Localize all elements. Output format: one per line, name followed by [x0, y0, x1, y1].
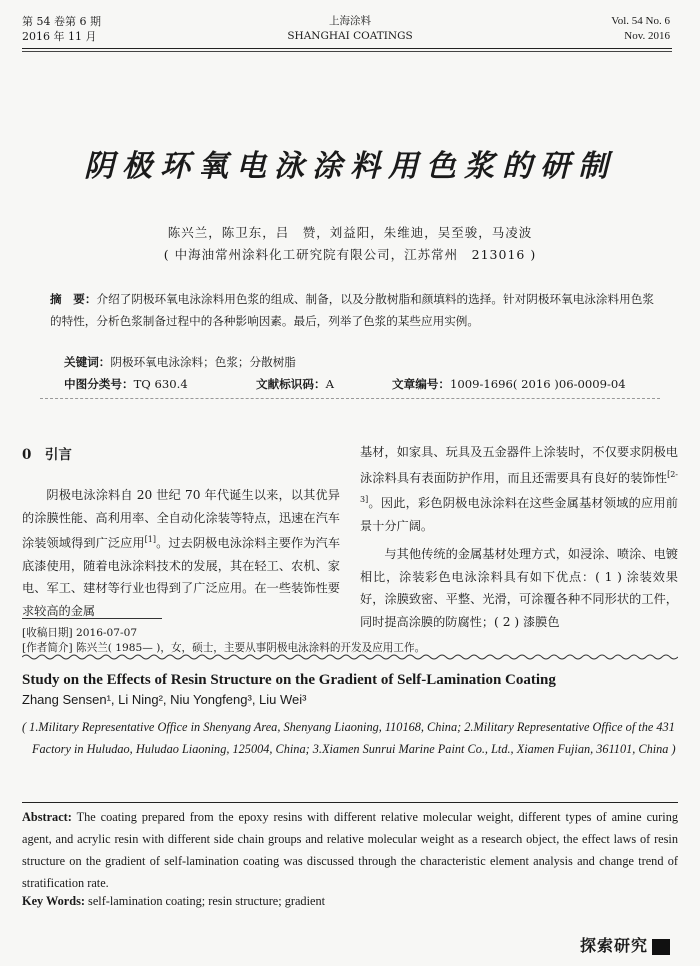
stamp-block-icon	[652, 939, 670, 955]
journal-name	[250, 14, 450, 44]
received-date: [收稿日期] 2016-07-07	[22, 627, 138, 639]
journal-name-en: SHANGHAI COATINGS	[287, 30, 413, 42]
abstract-divider	[40, 398, 660, 399]
intro-paragraph-2: 与其他传统的金属基材处理方式，如浸涂、喷涂、电镀相比，涂装彩色电泳涂料具有如下优点：( 1 ) 涂装效果好，涂膜致密、平整、光滑，可涂覆各种不同形状的工件，同时提高涂膜的防腐性；( 2 ) 漆膜色	[360, 547, 678, 629]
author-bio: [作者简介] 陈兴兰( 1985— )，女，硕士，主要从事阴极电泳涂料的开发及应用工作。	[22, 642, 426, 654]
citation-ref[interactable]: [2-3]	[360, 469, 678, 505]
abstract-cn	[50, 288, 654, 332]
keywords-text: 阴极环氧电泳涂料；色浆；分散树脂	[110, 355, 296, 369]
header-rule	[22, 48, 672, 49]
column-stamp	[580, 933, 670, 956]
column-stamp-text: 探索研究	[579, 936, 648, 955]
volume-issue-cn: 第 54 卷第 6 期	[22, 15, 101, 28]
journal-volume-info	[22, 14, 101, 44]
footnote-rule	[22, 618, 162, 619]
volume-issue-en: Vol. 54 No. 6	[611, 15, 670, 27]
english-title: Study on the Effects of Resin Structure on the Gradient of Self-Lamination Coating	[22, 672, 556, 688]
section-heading-intro: 0 引言	[22, 447, 72, 463]
english-keywords	[22, 894, 325, 909]
english-keywords-label: Key Words:	[22, 894, 85, 908]
keywords-label: 关键词：	[64, 355, 111, 369]
intro-paragraph-1: 阴极电泳涂料自 20 世纪 70 年代诞生以来，以其优异的涂膜性能、高利用率、全自动化涂装等特点，迅速在汽车涂装领域得到广泛应用[1]。过去阴极电泳涂料主要作为汽车底漆使用，随着电泳涂料技术的发展，其在轻工、农机、家电、军工、建材等行业也得到了广泛应用。在一些装饰性要求较高的金属	[22, 488, 341, 618]
affiliation: ( 中海油常州涂料化工研究院有限公司，江苏常州 213016 )	[163, 247, 537, 262]
intro-paragraph-cont: 基材，如家具、玩具及五金器件上涂装时，不仅要求阴极电泳涂料具有表面防护作用，而且还需要具有良好的装饰性[2-3]。因此，彩色阴极电泳涂料在这些金属基材领域的应用前景十分广阔。	[360, 445, 678, 533]
right-column	[360, 441, 678, 633]
abstract-label: 摘 要：	[50, 292, 97, 306]
abstract-text: 介绍了阴极环氧电泳涂料用色浆的组成、制备，以及分散树脂和颜填料的选择。针对阴极环氧电泳涂料用色浆的特性，分析色浆制备过程中的各种影响因素。最后，列举了色浆的某些应用实例。	[50, 292, 654, 328]
english-keywords-text: self-lamination coating; resin structure; gradient	[84, 894, 326, 908]
english-abstract	[22, 806, 678, 894]
english-abstract-text: The coating prepared from the epoxy resins with different relative molecular weight, different types of amine curing agent, and acrylic resin with different side chain groups and relative molecular weight as a research object, the effect laws of resin structure on the gradient of self-lamination coating was discussed through the characteristic element analysis and change trend of stratification rate.	[22, 810, 678, 890]
english-abstract-label: Abstract:	[22, 810, 72, 824]
date-cn: 2016 年 11 月	[22, 30, 97, 43]
wavy-divider	[22, 652, 678, 662]
english-affiliation: ( 1.Military Representative Office in Shenyang Area, Shenyang Liaoning, 110168, China; 2.Military Representative Office of the 431 Factory in Huludao, Huludao Liaoning, 125004, China; 3.Xiamen Sunrui Marine Paint Co., Ltd., Xiamen Fujian, 361101, China )	[22, 720, 676, 756]
english-authors: Zhang Sensen¹, Li Ning², Niu Yongfeng³, Liu Wei³	[22, 692, 307, 707]
left-column	[22, 484, 340, 622]
date-en: Nov. 2016	[624, 30, 670, 42]
article-number: 文章编号：1009-1696( 2016 )06-0009-04	[392, 377, 626, 391]
journal-name-cn: 上海涂料	[329, 15, 371, 27]
english-abstract-rule	[22, 802, 678, 803]
doc-code: 文献标识码：A	[256, 377, 334, 391]
article-title: 阴极环氧电泳涂料用色浆的研制	[84, 149, 616, 184]
author-list: 陈兴兰，陈卫东，吕 赞，刘益阳，朱维迪，吴至骏，马凌波	[167, 225, 533, 240]
clc-code: 中图分类号：TQ 630.4	[64, 377, 188, 391]
citation-ref[interactable]: [1]	[144, 535, 157, 544]
journal-volume-info-en	[611, 14, 670, 44]
keywords-cn	[64, 354, 296, 370]
header-rule-thin	[22, 51, 672, 52]
